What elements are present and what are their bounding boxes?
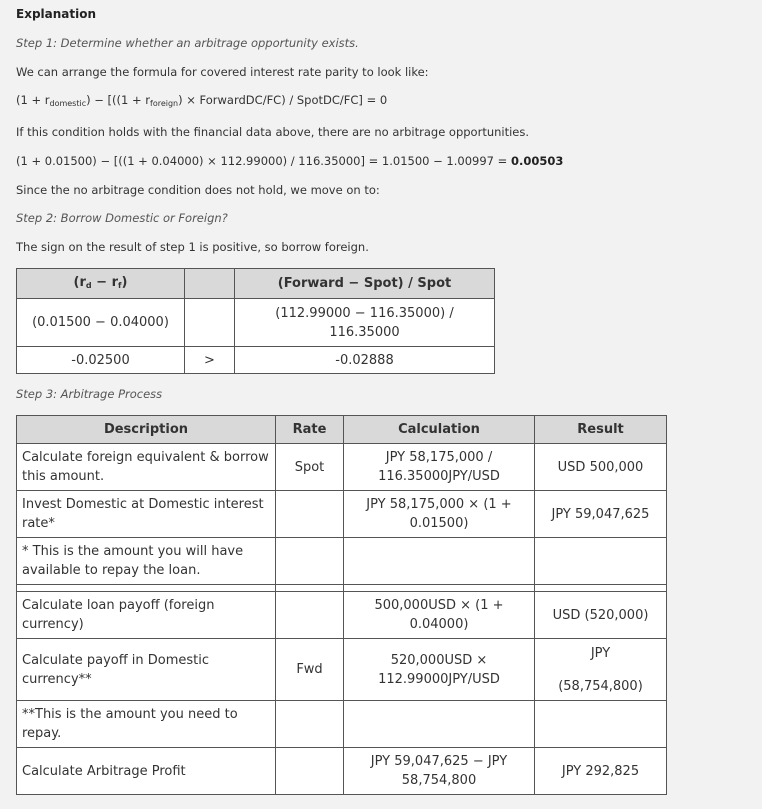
comparison-symbol: >: [185, 347, 235, 374]
table-row: [17, 538, 667, 585]
row-result: USD (520,000): [535, 592, 667, 639]
table-row: [17, 701, 667, 748]
table-row: [17, 748, 667, 795]
separator-cell: [344, 585, 535, 592]
row-description: Calculate foreign equivalent & borrow this amount.: [17, 444, 276, 491]
table-cell: [185, 299, 235, 347]
row-rate: [276, 538, 344, 585]
row-rate: Fwd: [276, 639, 344, 701]
table-row: [17, 299, 495, 347]
row-calculation: [344, 701, 535, 748]
calculation-line: [16, 154, 563, 168]
empty-header: [185, 269, 235, 299]
row-description: * This is the amount you will have available to repay the loan.: [17, 538, 276, 585]
row-description: Calculate loan payoff (foreign currency): [17, 592, 276, 639]
table-row: [17, 491, 667, 538]
table-cell: (0.01500 − 0.04000): [17, 299, 185, 347]
separator-cell: [276, 585, 344, 592]
result-currency: JPY: [590, 645, 611, 661]
formula-sub: domestic: [49, 99, 87, 108]
row-rate: [276, 748, 344, 795]
parity-formula: [16, 93, 387, 111]
table-row: [17, 592, 667, 639]
step2-title: Step 2: Borrow Domestic or Foreign?: [16, 211, 228, 225]
row-result: JPY 292,825: [535, 748, 667, 795]
separator-cell: [17, 585, 276, 592]
since-text: Since the no arbitrage condition does not hold, we move on to:: [16, 183, 380, 197]
table-row: [17, 639, 667, 701]
step3-title: Step 3: Arbitrage Process: [16, 387, 163, 401]
forward-spot-header: (Forward − Spot) / Spot: [235, 269, 495, 299]
row-calculation: JPY 58,175,000 × (1 + 0.01500): [344, 491, 535, 538]
result-amount: (58,754,800): [558, 678, 643, 694]
table-cell: -0.02500: [17, 347, 185, 374]
row-result: USD 500,000: [535, 444, 667, 491]
row-rate: [276, 592, 344, 639]
row-rate: [276, 491, 344, 538]
row-description: Invest Domestic at Domestic interest rate*: [17, 491, 276, 538]
row-description: **This is the amount you need to repay.: [17, 701, 276, 748]
result-header: Result: [535, 416, 667, 444]
row-result: [535, 701, 667, 748]
row-calculation: [344, 538, 535, 585]
arbitrage-process-table: [16, 415, 667, 795]
row-description: Calculate payoff in Domestic currency**: [17, 639, 276, 701]
row-calculation: 500,000USD × (1 + 0.04000): [344, 592, 535, 639]
table-row: [17, 347, 495, 374]
table-header-row: [17, 416, 667, 444]
formula-part: ) − [((1 + r: [86, 93, 150, 107]
row-result: [535, 639, 667, 701]
row-calculation: JPY 59,047,625 − JPY 58,754,800: [344, 748, 535, 795]
calc-text: (1 + 0.01500) − [((1 + 0.04000) × 112.99000) / 116.35000] = 1.01500 − 1.00997 =: [16, 154, 511, 168]
table-cell: -0.02888: [235, 347, 495, 374]
comparison-table: [16, 268, 495, 374]
table-cell: (112.99000 − 116.35000) / 116.35000: [235, 299, 495, 347]
row-rate: [276, 701, 344, 748]
table-header-row: [17, 269, 495, 299]
description-header: Description: [17, 416, 276, 444]
formula-part: ) × ForwardDC/FC) / SpotDC/FC] = 0: [178, 93, 388, 107]
row-calculation: JPY 58,175,000 / 116.35000JPY/USD: [344, 444, 535, 491]
explanation-heading: Explanation: [16, 7, 97, 21]
sign-text: The sign on the result of step 1 is positive, so borrow foreign.: [16, 240, 369, 254]
rearrange-text: We can arrange the formula for covered interest rate parity to look like:: [16, 65, 429, 79]
calc-result: 0.00503: [510, 154, 564, 168]
rate-diff-header: $(r_d - r_f)$: [17, 269, 185, 299]
step1-title: Step 1: Determine whether an arbitrage opportunity exists.: [16, 36, 359, 50]
separator-row: [17, 585, 667, 592]
separator-cell: [535, 585, 667, 592]
formula-part: (1 + r: [16, 93, 50, 107]
formula-sub: foreign: [150, 99, 179, 108]
table-row: [17, 444, 667, 491]
row-description: Calculate Arbitrage Profit: [17, 748, 276, 795]
row-calculation: 520,000USD × 112.99000JPY/USD: [344, 639, 535, 701]
rate-header: Rate: [276, 416, 344, 444]
row-result: [535, 538, 667, 585]
row-rate: Spot: [276, 444, 344, 491]
row-result: JPY 59,047,625: [535, 491, 667, 538]
calculation-header: Calculation: [344, 416, 535, 444]
condition-text: If this condition holds with the financial data above, there are no arbitrage opportunities.: [16, 125, 530, 139]
